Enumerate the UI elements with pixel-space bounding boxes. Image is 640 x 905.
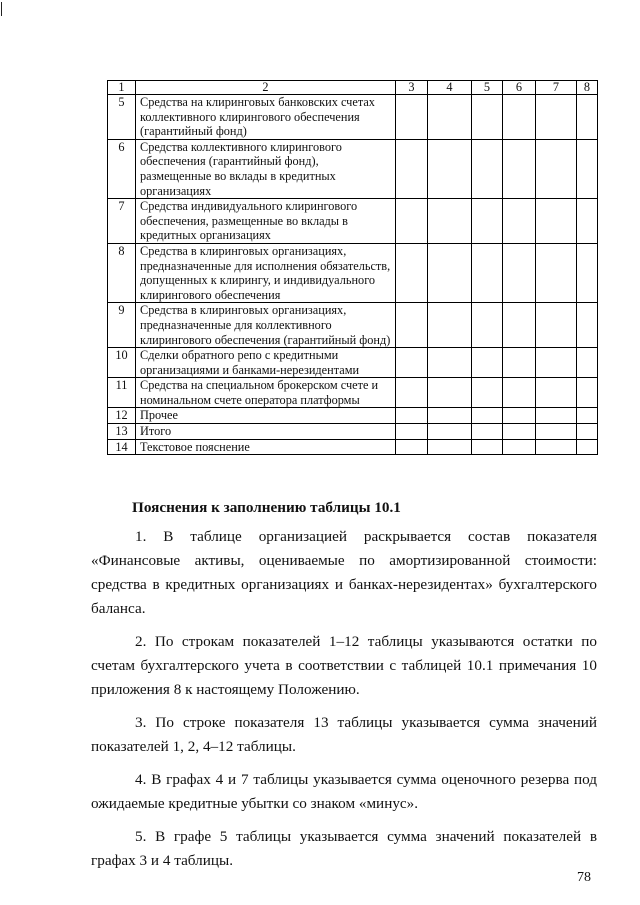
row-number: 14	[108, 439, 136, 455]
empty-cell	[503, 199, 536, 244]
empty-cell	[472, 439, 503, 455]
empty-cell	[503, 424, 536, 440]
column-header: 6	[503, 81, 536, 95]
empty-cell	[396, 424, 428, 440]
row-number: 12	[108, 408, 136, 424]
empty-cell	[536, 95, 577, 140]
column-header: 5	[472, 81, 503, 95]
row-label: Средства коллективного клирингового обеспечения (гарантийный фонд), размещенные во вклады в кредитных организациях	[136, 139, 396, 198]
table-row	[108, 199, 598, 244]
empty-cell	[472, 95, 503, 140]
explanation-paragraph: 2. По строкам показателей 1–12 таблицы указываются остатки по счетам бухгалтерского учета в соответствии с таблицей 10.1 примечания 10 приложения 8 к настоящему Положению.	[91, 633, 597, 698]
empty-cell	[428, 303, 472, 348]
row-number: 5	[108, 95, 136, 140]
empty-cell	[536, 243, 577, 302]
empty-cell	[428, 243, 472, 302]
explanations-section	[91, 499, 597, 882]
empty-cell	[472, 408, 503, 424]
empty-cell	[577, 378, 598, 408]
row-number: 6	[108, 139, 136, 198]
empty-cell	[577, 348, 598, 378]
empty-cell	[536, 303, 577, 348]
table-row	[108, 439, 598, 455]
empty-cell	[396, 199, 428, 244]
empty-cell	[577, 139, 598, 198]
row-number: 7	[108, 199, 136, 244]
empty-cell	[503, 408, 536, 424]
empty-cell	[503, 95, 536, 140]
table-row	[108, 424, 598, 440]
row-label: Текстовое пояснение	[136, 439, 396, 455]
empty-cell	[503, 243, 536, 302]
empty-cell	[428, 408, 472, 424]
empty-cell	[472, 378, 503, 408]
empty-cell	[428, 424, 472, 440]
empty-cell	[577, 243, 598, 302]
column-header: 2	[136, 81, 396, 95]
empty-cell	[472, 424, 503, 440]
empty-cell	[577, 303, 598, 348]
table-row	[108, 303, 598, 348]
table-row	[108, 378, 598, 408]
empty-cell	[577, 424, 598, 440]
empty-cell	[503, 378, 536, 408]
explanation-paragraph: 4. В графах 4 и 7 таблицы указывается сумма оценочного резерва под ожидаемые кредитные убытки со знаком «минус».	[91, 771, 597, 812]
empty-cell	[396, 243, 428, 302]
empty-cell	[472, 139, 503, 198]
empty-cell	[472, 348, 503, 378]
column-header: 4	[428, 81, 472, 95]
table-header-row	[108, 81, 598, 95]
empty-cell	[396, 348, 428, 378]
empty-cell	[503, 303, 536, 348]
row-number: 9	[108, 303, 136, 348]
row-label: Средства в клиринговых организациях, предназначенные для исполнения обязательств, допущенных к клирингу, и индивидуального клирингового обеспечения	[136, 243, 396, 302]
empty-cell	[396, 95, 428, 140]
table-row	[108, 243, 598, 302]
column-header: 8	[577, 81, 598, 95]
explanation-paragraph: 5. В графе 5 таблицы указывается сумма значений показателей в графах 3 и 4 таблицы.	[91, 828, 597, 869]
row-number: 11	[108, 378, 136, 408]
row-number: 13	[108, 424, 136, 440]
explanations-title: Пояснения к заполнению таблицы 10.1	[132, 499, 401, 516]
empty-cell	[396, 378, 428, 408]
empty-cell	[428, 139, 472, 198]
empty-cell	[503, 439, 536, 455]
explanation-paragraph: 1. В таблице организацией раскрывается состав показателя «Финансовые активы, оцениваемые по амортизированной стоимости: средства в кредитных организациях и банках-нерезидентах» бухгалтерского баланса.	[91, 528, 597, 617]
empty-cell	[472, 303, 503, 348]
table-row	[108, 408, 598, 424]
empty-cell	[536, 348, 577, 378]
empty-cell	[396, 139, 428, 198]
row-number: 10	[108, 348, 136, 378]
row-label: Средства индивидуального клирингового обеспечения, размещенные во вклады в кредитных организациях	[136, 199, 396, 244]
column-header: 7	[536, 81, 577, 95]
page-number: 78	[577, 870, 591, 885]
explanation-paragraph: 3. По строке показателя 13 таблицы указывается сумма значений показателей 1, 2, 4–12 таблицы.	[91, 714, 597, 755]
empty-cell	[536, 439, 577, 455]
row-label: Средства на специальном брокерском счете и номинальном счете оператора платформы	[136, 378, 396, 408]
empty-cell	[428, 95, 472, 140]
empty-cell	[577, 95, 598, 140]
empty-cell	[536, 139, 577, 198]
empty-cell	[428, 348, 472, 378]
empty-cell	[577, 199, 598, 244]
empty-cell	[536, 378, 577, 408]
empty-cell	[503, 348, 536, 378]
row-label: Сделки обратного репо с кредитными организациями и банками-нерезидентами	[136, 348, 396, 378]
table-row	[108, 348, 598, 378]
column-header: 3	[396, 81, 428, 95]
empty-cell	[396, 303, 428, 348]
margin-mark	[1, 2, 2, 16]
empty-cell	[428, 439, 472, 455]
column-header: 1	[108, 81, 136, 95]
empty-cell	[428, 378, 472, 408]
empty-cell	[472, 199, 503, 244]
empty-cell	[428, 199, 472, 244]
table-row	[108, 139, 598, 198]
empty-cell	[472, 243, 503, 302]
empty-cell	[396, 408, 428, 424]
empty-cell	[503, 139, 536, 198]
row-number: 8	[108, 243, 136, 302]
empty-cell	[577, 408, 598, 424]
empty-cell	[536, 199, 577, 244]
table-row	[108, 95, 598, 140]
row-label: Итого	[136, 424, 396, 440]
row-label: Прочее	[136, 408, 396, 424]
empty-cell	[536, 424, 577, 440]
empty-cell	[396, 439, 428, 455]
empty-cell	[577, 439, 598, 455]
data-table	[107, 80, 598, 455]
empty-cell	[536, 408, 577, 424]
row-label: Средства в клиринговых организациях, предназначенные для коллективного клирингового обеспечения (гарантийный фонд)	[136, 303, 396, 348]
row-label: Средства на клиринговых банковских счетах коллективного клирингового обеспечения (гарантийный фонд)	[136, 95, 396, 140]
